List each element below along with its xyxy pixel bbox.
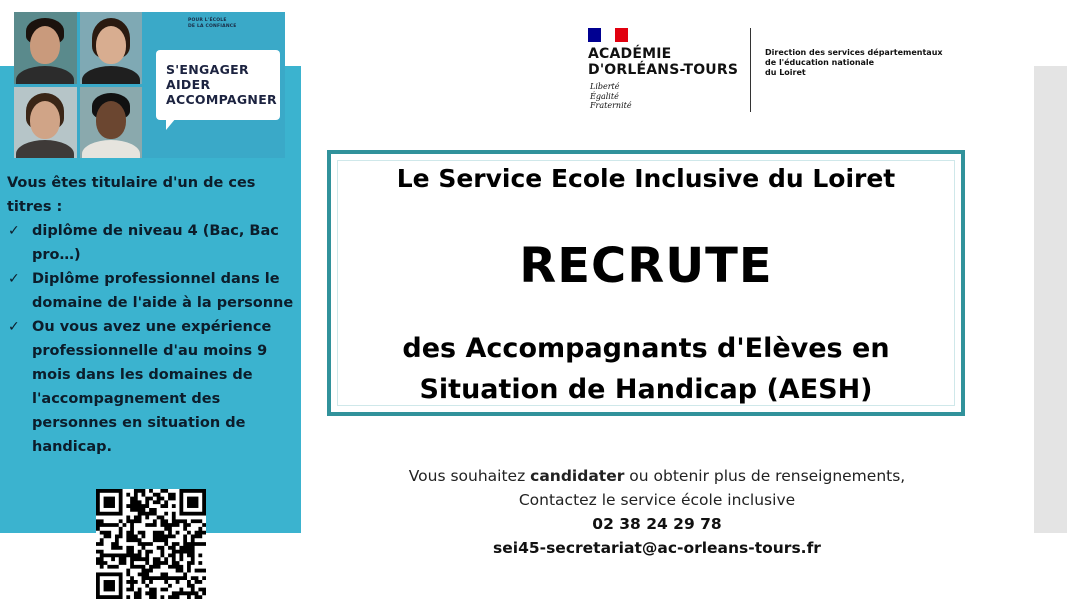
condition-item	[7, 267, 299, 315]
position-title-line: Situation de Handicap (AESH)	[419, 374, 873, 405]
portrait-grid	[14, 12, 142, 158]
motto-line: Fraternité	[590, 101, 632, 110]
position-title	[331, 328, 961, 410]
speech-bubble	[156, 50, 280, 120]
slogan-line: ACCOMPAGNER	[166, 92, 277, 107]
recruitment-box	[327, 150, 965, 416]
direction-line: du Loiret	[765, 68, 806, 77]
direction-line: Direction des services départementaux	[765, 48, 943, 57]
motto-line: Liberté	[590, 82, 620, 91]
contact-intro-emphasis: candidater	[530, 467, 625, 485]
portrait-photo	[80, 12, 143, 84]
contact-service: Contactez le service école inclusive	[518, 491, 796, 509]
promo-brand	[188, 18, 237, 30]
portrait-photo	[14, 87, 77, 159]
contact-intro	[340, 464, 974, 488]
promo-brand-line: POUR L'ÉCOLE	[188, 18, 227, 23]
right-edge-bar	[1034, 66, 1067, 533]
recruit-heading: RECRUTE	[519, 238, 773, 294]
speech-bubble-tail	[166, 118, 176, 130]
qr-code-icon[interactable]	[96, 489, 206, 599]
academy-header	[588, 28, 948, 112]
portrait-photo	[14, 12, 77, 84]
contact-section	[340, 464, 974, 560]
contact-intro-text: ou obtenir plus de renseignements,	[624, 467, 906, 485]
qr-code-graphic	[96, 489, 206, 599]
promo-brand-line: DE LA CONFIANCE	[188, 24, 237, 29]
slogan-line: S'ENGAGER	[166, 62, 249, 77]
academy-name-line: ACADÉMIE	[588, 46, 672, 62]
condition-item	[7, 219, 299, 267]
motto-line: Égalité	[590, 91, 619, 101]
academy-name	[588, 46, 738, 78]
condition-item	[7, 315, 299, 459]
conditions-list	[7, 219, 299, 459]
academy-name-line: D'ORLÉANS-TOURS	[588, 62, 739, 78]
promo-slogan	[166, 62, 277, 107]
condition-text: Diplôme professionnel dans le domaine de l'aide à la personne	[32, 271, 294, 311]
contact-phone[interactable]: 02 38 24 29 78	[592, 515, 722, 533]
direction-line: de l'éducation nationale	[765, 58, 875, 67]
french-flag-icon	[588, 28, 628, 42]
contact-intro-text: Vous souhaitez	[408, 467, 531, 485]
slogan-line: AIDER	[166, 77, 211, 92]
service-title: Le Service Ecole Inclusive du Loiret	[396, 164, 896, 193]
portrait-photo	[80, 87, 143, 159]
checkmark-icon: ✓	[8, 271, 20, 287]
eligibility-conditions	[7, 171, 299, 459]
header-divider	[750, 28, 751, 112]
condition-text: Ou vous avez une expérience professionnelle d'au moins 9 mois dans les domaines de l'accompagnement des personnes en situation de handicap.	[32, 319, 272, 455]
checkmark-icon: ✓	[8, 319, 20, 335]
contact-email-link[interactable]: sei45-secretariat@ac-orleans-tours.fr	[493, 539, 821, 557]
conditions-intro: Vous êtes titulaire d'un de ces titres :	[7, 175, 256, 215]
position-title-line: des Accompagnants d'Elèves en	[402, 333, 890, 364]
republic-motto	[590, 82, 632, 111]
promo-banner-image	[14, 12, 285, 158]
checkmark-icon: ✓	[8, 223, 20, 239]
condition-text: diplôme de niveau 4 (Bac, Bac pro…)	[32, 223, 279, 263]
direction-label	[765, 48, 943, 78]
